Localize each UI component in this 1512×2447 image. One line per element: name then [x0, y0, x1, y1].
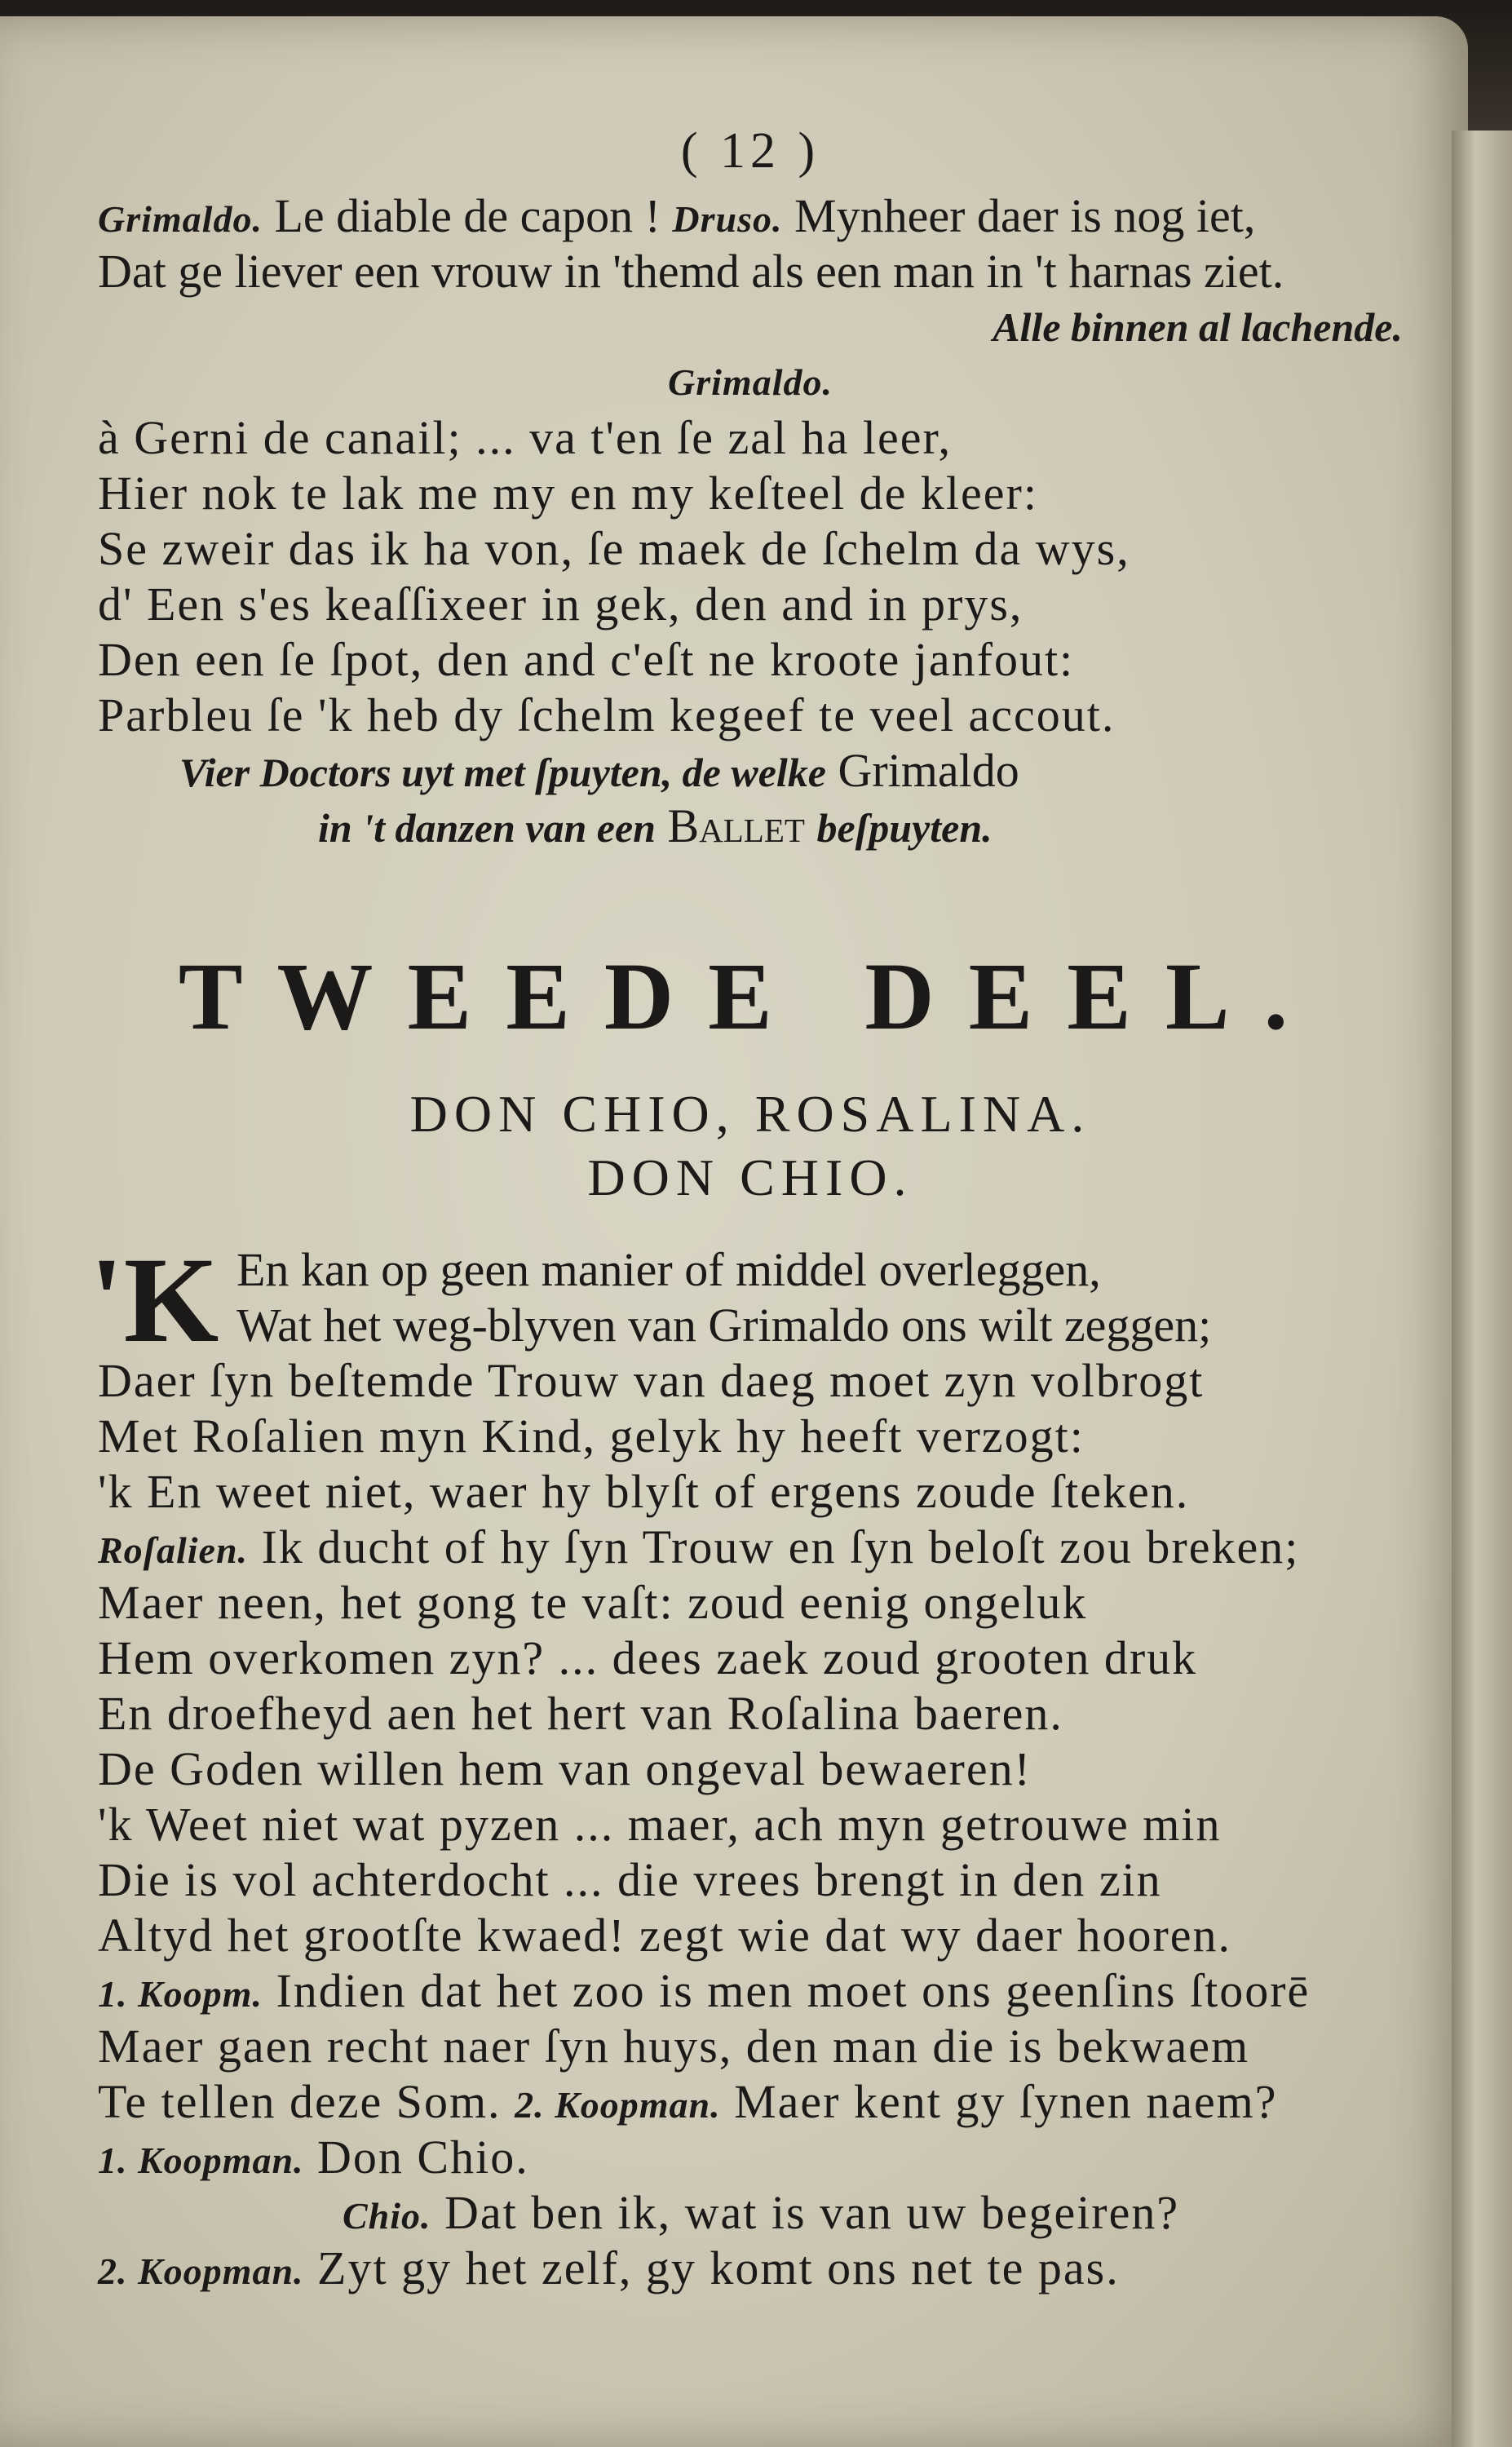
dropcap-paragraph: [90, 1232, 1403, 1368]
verse-line: 'k Weet niet wat pyzen ... maer, ach myn getrouwe min: [98, 1798, 1222, 1851]
dialogue-text: Mynheer daer is nog iet,: [794, 189, 1256, 242]
verse-line: Wat het weg-blyven van Grimaldo ons wilt zeggen;: [237, 1299, 1212, 1352]
page-text: [90, 122, 1403, 2296]
section-title: TWEEDE DEEL.: [178, 943, 1323, 1050]
verse-line: De Goden willen hem van ongeval bewaeren!: [98, 1742, 1032, 1795]
stage-name: Ballet: [667, 799, 805, 852]
dialogue-line: [98, 1963, 1403, 2019]
stage-direction: [98, 799, 1403, 854]
dialogue-line: [98, 2130, 1403, 2185]
dialogue-line: [98, 2185, 1403, 2241]
characters-heading: DON CHIO, ROSALINA.: [409, 1085, 1091, 1143]
speaker-label: 1. Koopman.: [98, 2139, 304, 2181]
speaker-label: 1. Koopm.: [98, 1973, 263, 2015]
speaker-heading: Grimaldo.: [668, 361, 833, 403]
verse-line: 'k En weet niet, waer hy blyſt of ergens zoude ſteken.: [98, 1465, 1190, 1518]
dialogue-text: Maer kent gy ſynen naem?: [734, 2075, 1278, 2128]
dialogue-text: Ik ducht of hy ſyn Trouw en ſyn beloſt zou breken;: [261, 1520, 1300, 1573]
verse-line: En droefheyd aen het hert van Roſalina baeren.: [98, 1687, 1063, 1740]
verse-line: Altyd het grootſte kwaed! zegt wie dat wy daer hooren.: [98, 1909, 1232, 1962]
speaker-label: Chio.: [343, 2195, 431, 2237]
stage-direction: [98, 743, 1403, 799]
dialogue-text: Zyt gy het zelf, gy komt ons net te pas.: [317, 2241, 1120, 2294]
page-edge: [1452, 131, 1512, 2447]
dialogue-text: Dat ben ik, wat is van uw begeiren?: [444, 2186, 1180, 2239]
stage-text: beſpuyten.: [816, 805, 993, 851]
stage-text: in 't danzen van een: [318, 805, 656, 851]
verse-line: Den een ſe ſpot, den and c'eſt ne kroote janfout:: [98, 633, 1075, 686]
drop-cap: 'K: [90, 1232, 219, 1368]
verse-line: Hem overkomen zyn? ... dees zaek zoud grooten druk: [98, 1631, 1198, 1684]
verse-line: Parbleu ſe 'k heb dy ſchelm kegeef te veel accout.: [98, 688, 1116, 741]
stage-text: Vier Doctors uyt met ſpuyten, de welke: [179, 750, 826, 795]
verse-block: [98, 1353, 1403, 2296]
dialogue-text: Indien dat het zoo is men moet ons geenſins ſtoorē: [276, 1964, 1311, 2017]
speaker-heading: DON CHIO.: [587, 1148, 913, 1206]
speaker-label: 2. Koopman.: [515, 2084, 721, 2126]
verse-line: Daer ſyn beſtemde Trouw van daeg moet zyn volbrogt: [98, 1354, 1205, 1407]
speaker-label: Grimaldo.: [98, 198, 263, 240]
speaker-label: Druso.: [672, 198, 783, 240]
verse-line: En kan op geen manier of middel overleggen,: [237, 1243, 1101, 1296]
dialogue-line: [98, 1520, 1403, 1575]
verse-line: Met Roſalien myn Kind, gelyk hy heeft verzogt:: [98, 1409, 1085, 1462]
verse-line: Se zweir das ik ha von, ſe maek de ſchelm da wys,: [98, 522, 1130, 575]
verse-line: Maer gaen recht naer ſyn huys, den man die is bekwaem: [98, 2020, 1250, 2073]
speaker-label: Roſalien.: [98, 1529, 249, 1571]
verse-line: Die is vol achterdocht ... die vrees brengt in den zin: [98, 1853, 1162, 1906]
dialogue-line: Dat ge liever een vrouw in 'themd als een man in 't harnas ziet.: [98, 245, 1284, 298]
dialogue-text: Te tellen deze Som.: [98, 2075, 502, 2128]
dialogue-line: [98, 2074, 1403, 2130]
stage-direction: Alle binnen al lachende.: [993, 304, 1403, 350]
verse-block: [98, 410, 1403, 743]
dialogue-line: [98, 2241, 1403, 2296]
dialogue-text: Don Chio.: [317, 2131, 529, 2184]
stage-name: Grimaldo: [838, 744, 1019, 797]
verse-line: d' Een s'es keaſſixeer in gek, den and in prys,: [98, 577, 1023, 631]
speaker-label: 2. Koopman.: [98, 2250, 304, 2292]
verse-line: Hier nok te lak me my en my keſteel de kleer:: [98, 467, 1038, 520]
dialogue-text: Le diable de capon !: [274, 189, 661, 242]
verse-line: Maer neen, het gong te vaſt: zoud eenig ongeluk: [98, 1576, 1088, 1629]
dialogue-line: [98, 188, 1403, 244]
page-number: ( 12 ): [680, 123, 820, 179]
verse-line: à Gerni de canail; ... va t'en ſe zal ha leer,: [98, 411, 952, 464]
